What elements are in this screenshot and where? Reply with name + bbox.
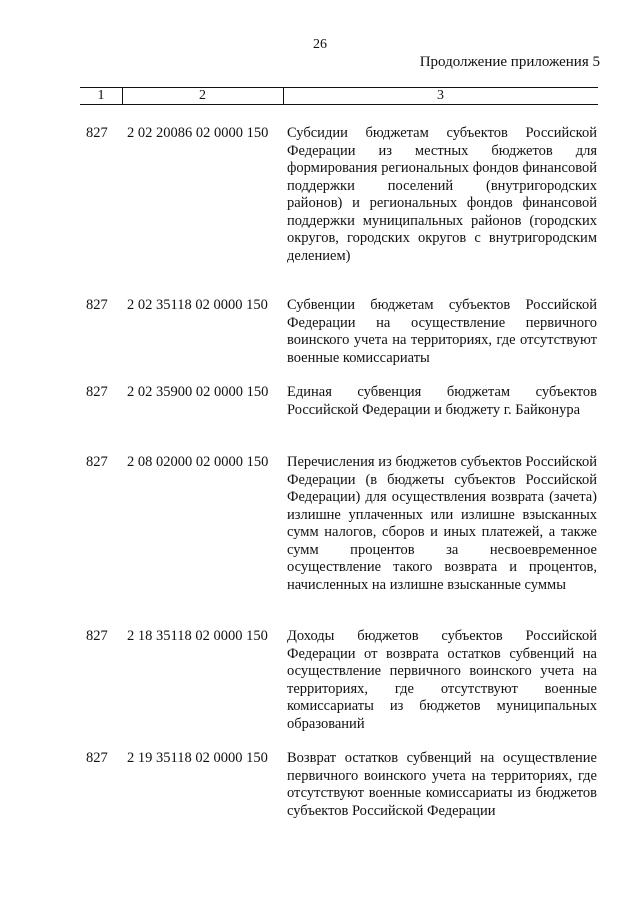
header-col-2: 2 — [199, 88, 206, 103]
budget-classification-code: 2 08 02000 02 0000 150 — [127, 454, 269, 470]
appendix-continuation-label: Продолжение приложения 5 — [419, 54, 600, 70]
admin-code: 827 — [86, 628, 108, 644]
income-description: Субсидии бюджетам субъектов Российской Федерации из местных бюджетов для формирования региональных фондов финансовой поддержки поселений (внутригородских районов) и региональных фондов финансовой поддержки муниципальных районов (городских округов, городских округов с внутригородским делением) — [287, 125, 597, 264]
budget-classification-code: 2 02 35118 02 0000 150 — [127, 297, 268, 313]
admin-code: 827 — [86, 384, 108, 400]
admin-code: 827 — [86, 750, 108, 766]
budget-classification-code: 2 02 20086 02 0000 150 — [127, 125, 269, 141]
admin-code: 827 — [86, 297, 108, 313]
income-description: Единая субвенция бюджетам субъектов Российской Федерации и бюджету г. Байконура — [287, 384, 597, 418]
income-description: Доходы бюджетов субъектов Российской Федерации от возврата остатков субвенций на осуществление первичного воинского учета на территориях, где отсутствуют военные комиссариаты из бюджетов муниципальных образований — [287, 628, 597, 732]
budget-classification-code: 2 02 35900 02 0000 150 — [127, 384, 269, 400]
income-description: Возврат остатков субвенций на осуществление первичного воинского учета на территориях, где отсутствуют военные комиссариаты из бюджетов субъектов Российской Федерации — [287, 750, 597, 819]
header-col-3: 3 — [437, 88, 444, 103]
header-col-1: 1 — [97, 88, 105, 103]
page-number: 26 — [313, 37, 327, 52]
budget-classification-code: 2 19 35118 02 0000 150 — [127, 750, 268, 766]
income-description: Субвенции бюджетам субъектов Российской Федерации на осуществление первичного воинского учета на территориях, где отсутствуют военные комиссариаты — [287, 297, 597, 366]
income-description: Перечисления из бюджетов субъектов Российской Федерации (в бюджеты субъектов Российской Федерации) для осуществления возврата (зачета) излишне уплаченных или излишне взысканных сумм налогов, сборов и иных платежей, а также сумм процентов за несвоевременное осуществление такого возврата и процентов, начисленных на излишне взысканные суммы — [287, 454, 597, 593]
admin-code: 827 — [86, 454, 108, 470]
column-header-row — [80, 87, 598, 105]
admin-code: 827 — [86, 125, 108, 141]
budget-classification-code: 2 18 35118 02 0000 150 — [127, 628, 268, 644]
